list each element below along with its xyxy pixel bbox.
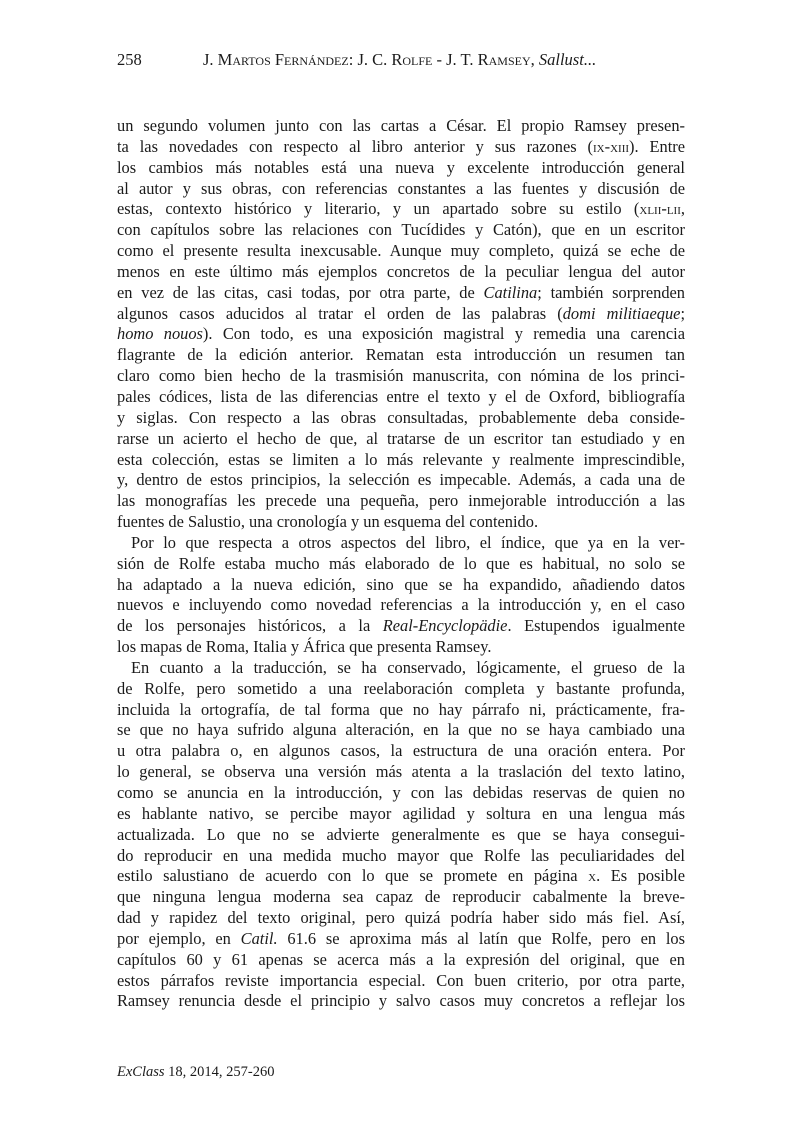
- text-line: ta las novedades con respecto al libro anterior y sus razones (ix-xiii). Entre: [117, 136, 685, 156]
- text-line: rarse un acierto el hecho de que, al tratarse de un escritor tan estudiado y en: [117, 428, 685, 448]
- running-head-title: [203, 48, 596, 72]
- text-line: do reproducir en una medida mucho mayor que Rolfe las peculiaridades del: [117, 845, 685, 865]
- page-footer: [117, 1062, 275, 1082]
- body-text: [117, 116, 685, 1012]
- running-head: [117, 48, 687, 72]
- small-caps-text: ix-xiii: [593, 136, 630, 156]
- text-line: capítulos 60 y 61 apenas se acerca más a la expresión del original, que en: [117, 949, 685, 969]
- italic-text: Catil.: [240, 928, 278, 948]
- small-caps-text: x: [588, 866, 597, 886]
- text-line: las monografías les precede una pequeña, pero inmejorable introducción a las: [117, 491, 685, 511]
- text-line: pales códices, lista de las diferencias entre el texto y el de Oxford, bibliografía: [117, 386, 685, 406]
- journal-name: ExClass: [117, 1064, 165, 1080]
- text-line: actualizada. Lo que no se advierte generalmente es que se haya consegui-: [117, 824, 685, 844]
- text-line: por ejemplo, en Catil. 61.6 se aproxima más al latín que Rolfe, pero en los: [117, 928, 685, 948]
- text-line: estilo salustiano de acuerdo con lo que se promete en página x. Es posible: [117, 866, 686, 886]
- text-line: menos en este último más ejemplos concretos de la peculiar lengua del autor: [117, 261, 685, 281]
- dash: -: [432, 50, 447, 69]
- editor1-name: Rolfe: [391, 50, 433, 69]
- italic-text: Real-Encyclopädie: [382, 616, 508, 636]
- separator: :: [348, 50, 358, 69]
- text-line: y siglas. Con respecto a las obras consultadas, probablemente deba conside-: [117, 407, 685, 427]
- comma: ,: [530, 50, 539, 69]
- editor2-initials: J. T.: [446, 50, 478, 69]
- paragraph: [117, 116, 685, 533]
- text-line: lo general, se observa una versión más atenta a la traslación del texto latino,: [117, 762, 685, 782]
- author-initial: J.: [203, 50, 218, 69]
- text-line: esta colección, estas se limiten a lo más relevante y realmente imprescindible,: [117, 449, 685, 469]
- text-line: En cuanto a la traducción, se ha conservado, lógicamente, el grueso de la: [131, 657, 685, 677]
- italic-text: homo nouos: [117, 324, 203, 344]
- text-line: ha adaptado a la nueva edición, sino que se ha expandido, añadiendo datos: [117, 574, 685, 594]
- text-line: es hablante nativo, se percibe mayor agilidad y soltura en una lengua más: [117, 803, 685, 823]
- editor1-initials: J. C.: [357, 50, 392, 69]
- text-line: de Rolfe, pero sometido a una reelaboración completa y bastante profunda,: [117, 678, 685, 698]
- citation: 18, 2014, 257-260: [164, 1064, 275, 1080]
- text-line: al autor y sus obras, con referencias constantes a las fuentes y discusión de: [117, 178, 685, 198]
- text-line: homo nouos). Con todo, es una exposición magistral y remedia una carencia: [117, 324, 685, 344]
- text-line: que ninguna lengua moderna sea capaz de reproducir cabalmente la breve-: [117, 887, 685, 907]
- text-line: un segundo volumen junto con las cartas a César. El propio Ramsey presen-: [117, 116, 685, 135]
- text-line: de los personajes históricos, a la Real-Encyclopädie. Estupendos igualmente: [117, 616, 685, 636]
- text-line: estas, contexto histórico y literario, y un apartado sobre su estilo (xlii-lii,: [117, 199, 685, 219]
- text-line: algunos casos aducidos al tratar el orden de las palabras (domi militiaeque;: [117, 303, 685, 323]
- text-line: los mapas de Roma, Italia y África que presenta Ramsey.: [117, 637, 492, 657]
- paragraph: [117, 658, 685, 1012]
- paragraph: [117, 533, 685, 658]
- italic-text: Catilina: [483, 282, 538, 302]
- text-line: nuevos e incluyendo como novedad referencias a la introducción y, en el caso: [117, 595, 685, 615]
- text-line: flagrante de la edición anterior. Rematan esta introducción un resumen tan: [117, 345, 685, 365]
- page-number: 258: [117, 50, 142, 69]
- editor2-name: Ramsey: [477, 50, 531, 69]
- text-line: fuentes de Salustio, una cronología y un esquema del contenido.: [117, 512, 539, 532]
- text-line: Ramsey renuncia desde el principio y salvo casos muy concretos a reflejar los: [117, 991, 685, 1011]
- text-line: se que no haya sufrido alguna alteración, en la que no se haya cambiado una: [117, 720, 685, 740]
- text-line: u otra palabra o, en algunos casos, la estructura de una oración entera. Por: [117, 741, 685, 761]
- text-line: con capítulos sobre las relaciones con Tucídides y Catón), que en un escritor: [117, 220, 685, 240]
- text-line: claro como bien hecho de la trasmisión manuscrita, con nómina de los princi-: [117, 366, 685, 386]
- author-name: Martos Fernández: [217, 50, 349, 69]
- small-caps-text: xlii-lii: [639, 199, 681, 219]
- text-line: como el presente resulta inexcusable. Aunque muy completo, quizá se eche de: [117, 241, 685, 261]
- text-line: Por lo que respecta a otros aspectos del libro, el índice, que ya en la ver-: [131, 532, 685, 552]
- text-line: y, dentro de estos principios, la selección es impecable. Además, a cada una de: [117, 470, 685, 490]
- text-line: en vez de las citas, casi todas, por otra parte, de Catilina; también sorprenden: [117, 282, 685, 302]
- book-title: Sallust...: [538, 50, 597, 69]
- text-line: como se anuncia en la introducción, y con las debidas reservas de quien no: [117, 783, 685, 802]
- text-line: sión de Rolfe estaba mucho más elaborado de lo que es habitual, no solo se: [117, 553, 685, 573]
- text-line: estos párrafos reviste importancia especial. Con buen criterio, por otra parte,: [117, 970, 685, 990]
- text-line: los cambios más notables está una nueva y excelente introducción general: [117, 157, 685, 177]
- italic-text: domi militiaeque: [562, 303, 681, 323]
- text-line: dad y rapidez del texto original, pero quizá podría haber sido más fiel. Así,: [117, 908, 685, 928]
- text-line: incluida la ortografía, de tal forma que no hay párrafo ni, prácticamente, fra-: [117, 699, 685, 719]
